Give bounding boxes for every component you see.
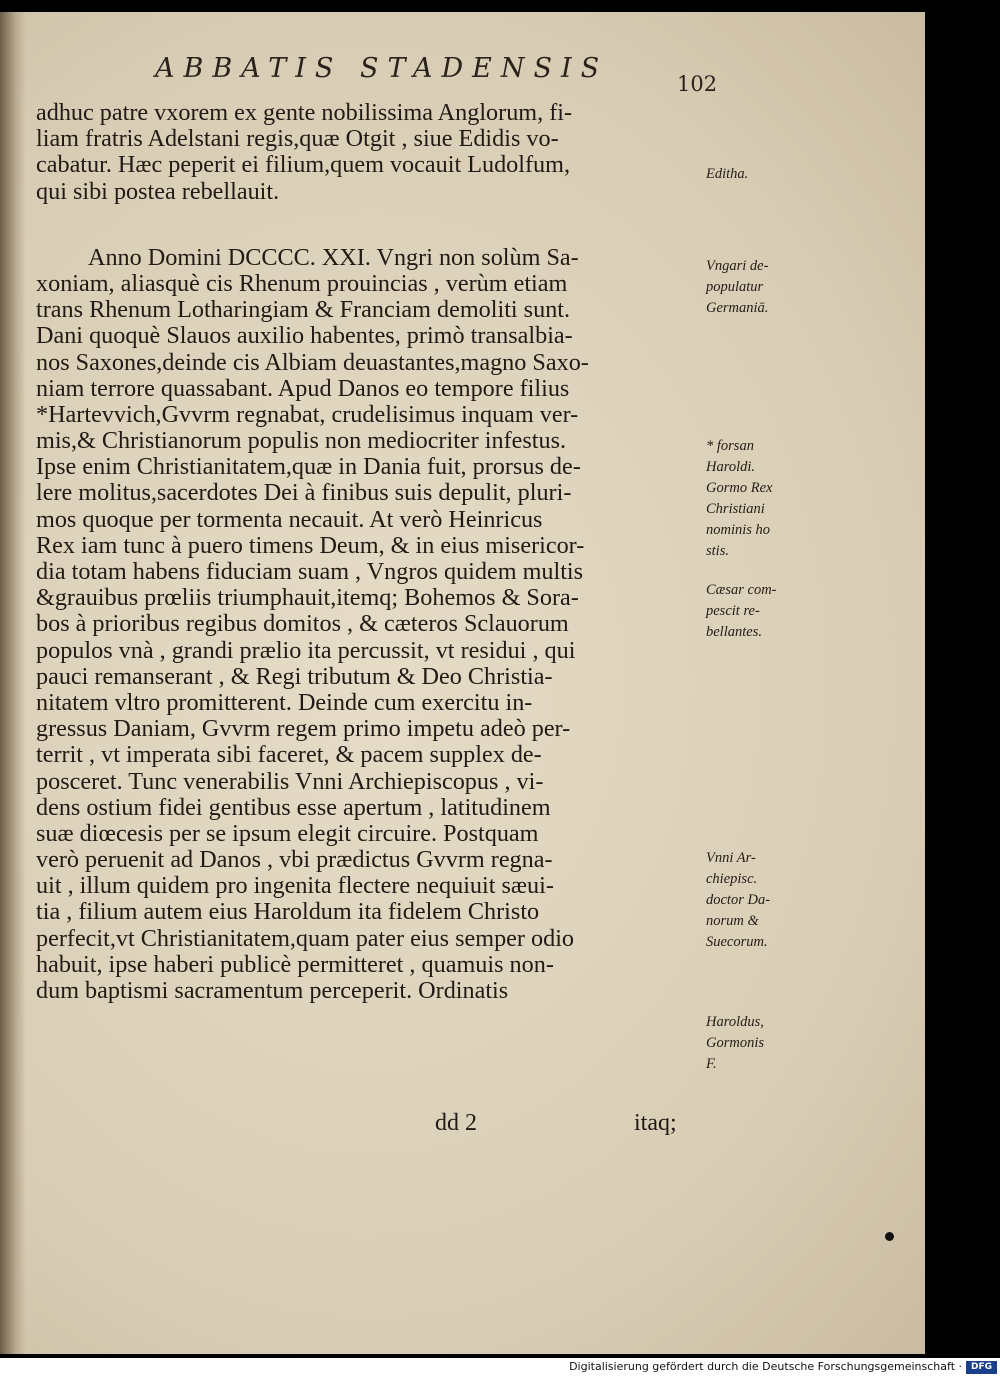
- margin-note-line: Vngari de-: [706, 258, 769, 274]
- text-line: qui sibi postea rebellauit.: [36, 177, 280, 205]
- margin-note-line: F.: [706, 1056, 717, 1072]
- margin-note-line: bellantes.: [706, 624, 762, 640]
- margin-note-line: Suecorum.: [706, 934, 768, 950]
- text-line: populos vnà , grandi prælio ita percussit, vt residui , qui: [36, 636, 576, 664]
- margin-note-line: Gormonis: [706, 1035, 765, 1051]
- text-line: lere molitus,sacerdotes Dei à finibus suis depulit, pluri-: [36, 479, 572, 507]
- margin-note-haroldus: [706, 1012, 916, 1075]
- text-line: nos Saxones,deinde cis Albiam deuastantes,magno Saxo-: [36, 348, 589, 376]
- text-line: nitatem vltro promitterent. Deinde cum exercitu in-: [36, 688, 533, 716]
- margin-note-line: * forsan: [706, 438, 754, 454]
- margin-note-line: Haroldus,: [706, 1014, 764, 1030]
- text-line: &grauibus prœliis triumphauit,itemq; Bohemos & Sora-: [36, 584, 579, 612]
- scan-dot-marker: [885, 1232, 894, 1241]
- text-line: Rex iam tunc à puero timens Deum, & in eius misericor-: [36, 531, 585, 559]
- margin-note-line: doctor Da-: [706, 892, 771, 908]
- text-line: dum baptismi sacramentum perceperit. Ordinatis: [36, 977, 509, 1004]
- paragraph-gap: [36, 205, 701, 245]
- text-line: uit , illum quidem pro ingenita flectere nequiuit sæui-: [36, 872, 554, 900]
- text-line: Dani quoquè Slauos auxilio habentes, primò transalbia-: [36, 322, 573, 350]
- margin-note-line: Germaniā.: [706, 300, 769, 316]
- margin-note-line: Gormo Rex: [706, 480, 773, 496]
- text-line: suæ diœcesis per se ipsum elegit circuire. Postquam: [36, 819, 539, 847]
- text-line: dens ostium fidei gentibus esse apertum , latitudinem: [36, 793, 551, 821]
- text-line: gressus Daniam, Gvvrm regem primo impetu adeò per-: [36, 715, 571, 743]
- margin-note-line: Cæsar com-: [706, 582, 777, 598]
- text-line: mis,& Christianorum populis non mediocriter infestus.: [36, 427, 567, 455]
- text-line: trans Rhenum Lotharingiam & Franciam demoliti sunt.: [36, 296, 571, 324]
- text-line: dia totam habens fiduciam suam , Vngros quidem multis: [36, 558, 584, 585]
- book-page: [0, 12, 925, 1354]
- margin-note-line: chiepisc.: [706, 871, 758, 887]
- text-line: verò peruenit ad Danos , vbi prædictus Gvvrm regna-: [36, 846, 553, 874]
- text-line: mos quoque per tormenta necauit. At verò Heinricus: [36, 505, 543, 533]
- running-title: ABBATIS STADENSIS: [155, 53, 609, 84]
- text-line: perfecit,vt Christianitatem,quam pater eius semper odio: [36, 924, 575, 952]
- margin-note-line: stis.: [706, 543, 729, 559]
- margin-note-line: Vnni Ar-: [706, 850, 756, 866]
- margin-note-vnni: [706, 848, 916, 953]
- text-line: xoniam, aliasquè cis Rhenum prouincias , verùm etiam: [36, 269, 568, 297]
- catchword: itaq;: [634, 1110, 677, 1136]
- text-line: habuit, ipse haberi publicè permitteret , quamuis non-: [36, 950, 554, 978]
- page-number: 102: [677, 72, 718, 96]
- margin-note-forsan: [706, 436, 916, 562]
- text-line: bos à prioribus regibus domitos , & cæteros Sclauorum: [36, 610, 569, 638]
- text-line: *Hartevvich,Gvvrm regnabat, crudelisimus inquam ver-: [36, 400, 579, 428]
- text-line: Anno Domini DCCCC. XXI. Vngri non solùm Sa-: [88, 243, 579, 271]
- margin-note-line: pescit re-: [706, 603, 760, 619]
- text-line: adhuc patre vxorem ex gente nobilissima Anglorum, fi-: [36, 99, 573, 126]
- margin-note-line: Editha.: [706, 166, 749, 182]
- margin-note-line: populatur: [706, 279, 764, 295]
- text-line: pauci remanserant , & Regi tributum & Deo Christia-: [36, 662, 553, 690]
- margin-note-line: Haroldi.: [706, 459, 756, 475]
- margin-note-line: Christiani: [706, 501, 765, 517]
- margin-note-caesar: [706, 580, 916, 643]
- signature-mark: dd 2: [435, 1110, 477, 1136]
- text-line: Ipse enim Christianitatem,quæ in Dania fuit, prorsus de-: [36, 453, 581, 481]
- margin-note-editha: [706, 164, 916, 185]
- text-line: posceret. Tunc venerabilis Vnni Archiepiscopus , vi-: [36, 767, 544, 795]
- text-line: territ , vt imperata sibi faceret, & pacem supplex de-: [36, 741, 542, 769]
- margin-note-line: norum &: [706, 913, 759, 929]
- text-line: tia , filium autem eius Haroldum ita fidelem Christo: [36, 898, 540, 926]
- dfg-logo: DFG: [966, 1361, 997, 1374]
- main-text-block: [36, 100, 701, 1004]
- text-line: niam terrore quassabant. Apud Danos eo tempore filius: [36, 374, 570, 402]
- funding-credit: Digitalisierung gefördert durch die Deutsche Forschungsgemeinschaft ·: [569, 1360, 962, 1373]
- text-line: liam fratris Adelstani regis,quæ Otgit , siue Edidis vo-: [36, 125, 559, 153]
- page-gutter-shadow: [0, 12, 26, 1354]
- margin-note-vngari: [706, 256, 916, 319]
- text-line: cabatur. Hæc peperit ei filium,quem vocauit Ludolfum,: [36, 151, 570, 179]
- margin-note-line: nominis ho: [706, 522, 771, 538]
